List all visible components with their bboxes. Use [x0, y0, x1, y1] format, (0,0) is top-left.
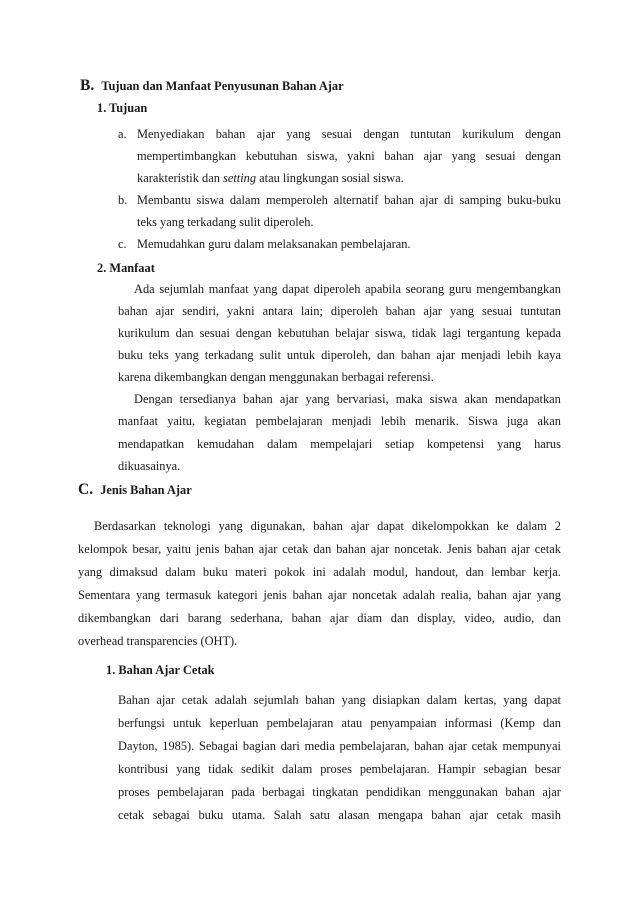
word: mendapatkan	[494, 392, 561, 406]
jenis-intro-line-2	[78, 541, 561, 557]
word: yaitu,	[167, 414, 196, 428]
word: lagi	[442, 326, 462, 340]
bahan-ajar-cetak-heading: 1. Bahan Ajar Cetak	[106, 663, 215, 677]
word: setiap	[385, 437, 415, 451]
word: Hampir	[437, 762, 476, 776]
word: siswa	[196, 193, 225, 207]
word: yang	[503, 693, 528, 707]
word: Salah	[273, 808, 302, 822]
word: yakni	[227, 304, 255, 318]
word: Ada	[134, 282, 155, 296]
word: kepada	[525, 326, 561, 340]
word: bagian	[242, 739, 276, 753]
word: sejumlah	[159, 282, 205, 296]
word: bahan	[505, 785, 535, 799]
word: dan	[543, 611, 561, 625]
word: sesuai	[485, 149, 516, 163]
word: tersedianya	[179, 392, 237, 406]
word: yang	[449, 304, 475, 318]
word: dikembangkan	[78, 611, 151, 625]
word: sesuai	[199, 326, 230, 340]
item-a-marker: a.	[118, 127, 127, 141]
word: mendapatkan	[118, 437, 185, 451]
word: sedikit	[241, 762, 275, 776]
word: Menyediakan	[137, 127, 205, 141]
word: diam	[357, 611, 383, 625]
cetak-line-6	[118, 807, 561, 823]
word: pokok	[274, 565, 306, 579]
word: dalam	[165, 565, 196, 579]
word: dikelompokkan	[411, 519, 490, 533]
word: bervariasi,	[336, 392, 389, 406]
jenis-intro-line-3	[78, 564, 561, 580]
word: ajar	[327, 588, 347, 602]
word: keperluan	[209, 716, 259, 730]
word: masih	[531, 808, 561, 822]
word: Dengan	[134, 392, 173, 406]
word: ajar	[436, 348, 455, 362]
word: maka	[395, 392, 423, 406]
word: ajar	[423, 304, 442, 318]
word: bahan	[118, 304, 148, 318]
item-a-line-3-pre: karakteristik dan	[137, 171, 224, 185]
word: sesuai	[321, 127, 353, 141]
word: dapat	[377, 519, 405, 533]
word: 1985).	[162, 739, 195, 753]
word: cetak	[118, 808, 145, 822]
word: bahan	[384, 193, 414, 207]
word: yang	[136, 588, 161, 602]
word: modul,	[373, 565, 408, 579]
word: mengembangkan	[476, 282, 561, 296]
word: menjadi	[331, 414, 372, 428]
word: dan	[543, 716, 561, 730]
jenis-intro-line-6: overhead transparencies (OHT).	[78, 634, 238, 648]
word: materi	[235, 565, 267, 579]
word: siswa,	[306, 149, 338, 163]
word: proses	[320, 762, 352, 776]
word: memperoleh	[265, 193, 328, 207]
word: bahan	[385, 304, 416, 318]
word: ajar	[448, 739, 467, 753]
word: manfaat	[118, 414, 158, 428]
word: dengan	[525, 127, 561, 141]
word: cetak	[496, 808, 523, 822]
word: pembelajaran,	[339, 739, 410, 753]
word: ajar	[258, 542, 278, 556]
word: kaya	[537, 348, 561, 362]
word: atau	[341, 716, 363, 730]
word: yang	[536, 588, 561, 602]
word: digunakan,	[250, 519, 306, 533]
manfaat-heading: 2. Manfaat	[97, 261, 155, 275]
cetak-line-5	[118, 784, 561, 800]
word: belajar	[335, 326, 370, 340]
word: barang	[187, 611, 222, 625]
word: juga	[506, 414, 529, 428]
jenis-intro-line-5	[78, 610, 561, 626]
word: sesuai	[482, 304, 513, 318]
manfaat-p1-line-4	[118, 347, 561, 363]
word: bahan	[414, 739, 444, 753]
word: Berdasarkan	[94, 519, 156, 533]
word: sendiri,	[182, 304, 220, 318]
word: ajar	[256, 127, 276, 141]
item-a-line-2	[137, 148, 561, 164]
word: akan	[464, 392, 488, 406]
word: untuk	[173, 716, 202, 730]
word: bahan	[291, 611, 322, 625]
word: pembelajaran	[157, 785, 224, 799]
word: tuntutan	[410, 127, 451, 141]
word: disiapkan	[372, 693, 421, 707]
word: yang	[218, 519, 243, 533]
word: menjadi	[460, 348, 501, 362]
word: sederhana,	[230, 611, 283, 625]
word: apabila	[365, 282, 401, 296]
word: manfaat	[208, 282, 249, 296]
word: di	[444, 193, 454, 207]
word: ajar	[370, 542, 390, 556]
word: utama.	[231, 808, 266, 822]
word: dari	[280, 739, 300, 753]
word: buku	[198, 808, 224, 822]
word: yakni	[347, 149, 375, 163]
word: antara	[262, 304, 293, 318]
word: jenis	[263, 588, 287, 602]
word: kontribusi	[118, 762, 169, 776]
word: tingkatan	[312, 785, 359, 799]
word: mempunyai	[502, 739, 561, 753]
word: samping	[459, 193, 502, 207]
word: Siswa	[467, 414, 498, 428]
word: yaitu	[166, 542, 191, 556]
word: dan	[313, 542, 332, 556]
cetak-line-4	[118, 761, 561, 777]
word: handout,	[415, 565, 459, 579]
word: kompetensi	[427, 437, 485, 451]
word: yang	[451, 149, 476, 163]
word: ajar	[329, 611, 349, 625]
word: ajar	[279, 392, 299, 406]
word: adalah	[214, 693, 248, 707]
word: ajar	[156, 693, 175, 707]
word: dalam	[267, 437, 298, 451]
word: lebih	[380, 414, 406, 428]
word: berbagai	[262, 785, 305, 799]
word: ini	[312, 565, 326, 579]
word: guru	[448, 282, 472, 296]
word: ajar	[511, 542, 530, 556]
word: display,	[417, 611, 456, 625]
word: ajar	[469, 808, 489, 822]
word: adalah	[333, 565, 366, 579]
word: (Kemp	[500, 716, 535, 730]
manfaat-p1-line-3	[118, 325, 561, 341]
word: bahan	[384, 149, 414, 163]
item-c-marker: c.	[118, 237, 127, 251]
manfaat-p1-line-1	[134, 281, 561, 297]
word: tidak	[208, 762, 234, 776]
word: alasan	[338, 808, 370, 822]
word: kertas,	[463, 693, 497, 707]
word: mempelajari	[310, 437, 373, 451]
word: ajar	[350, 519, 370, 533]
word: pembelajaran	[266, 716, 334, 730]
word: mempertimbangkan	[137, 149, 237, 163]
word: dimaksud	[109, 565, 158, 579]
word: dan	[390, 611, 409, 625]
word: akan	[537, 414, 561, 428]
section-c-title: Jenis Bahan Ajar	[100, 483, 192, 497]
word: dan	[376, 348, 395, 362]
word: yang	[286, 127, 311, 141]
word: bahan	[400, 348, 431, 362]
word: kegiatan	[204, 414, 247, 428]
word: dapat	[534, 693, 561, 707]
word: yang	[78, 565, 103, 579]
word: besar	[534, 762, 561, 776]
word: teknologi	[163, 519, 211, 533]
word: lain;	[300, 304, 323, 318]
section-b-heading	[80, 78, 344, 94]
word: diperoleh	[313, 282, 361, 296]
item-a-line-1	[137, 126, 561, 142]
word: video,	[464, 611, 495, 625]
tujuan-heading: 1. Tujuan	[97, 101, 148, 115]
word: teks	[148, 348, 169, 362]
word: termasuk	[165, 588, 212, 602]
word: yang	[253, 282, 278, 296]
word: noncetak	[352, 588, 397, 602]
word: mengapa	[377, 808, 423, 822]
manfaat-p2-line-1	[134, 391, 561, 407]
word: media	[304, 739, 335, 753]
word: dan	[465, 565, 484, 579]
manfaat-p2-line-2	[118, 413, 561, 429]
word: dan	[175, 326, 194, 340]
word: pembelajaran	[255, 414, 323, 428]
word: diperoleh	[330, 304, 378, 318]
word: menarik.	[414, 414, 459, 428]
word: dalam	[282, 762, 313, 776]
section-c-letter: C.	[78, 481, 94, 498]
word: dengan	[363, 127, 400, 141]
word: Sebagai	[198, 739, 239, 753]
word: kebutuhan	[277, 326, 330, 340]
word: berfungsi	[118, 716, 165, 730]
section-c-heading	[78, 482, 192, 498]
manfaat-p2-line-4: dikuasainya.	[118, 459, 181, 473]
word: menggunakan	[428, 785, 498, 799]
word: ke	[496, 519, 509, 533]
word: siswa,	[375, 326, 406, 340]
item-a-line-3-post: atau lingkungan sosial siswa.	[256, 171, 404, 185]
word: sejumlah	[253, 693, 299, 707]
word: penyampaian	[370, 716, 437, 730]
word: dari	[159, 611, 179, 625]
word: yang	[497, 437, 522, 451]
word: jenis	[195, 542, 220, 556]
word: harus	[534, 437, 561, 451]
word: dengan	[235, 326, 272, 340]
word: bahan	[305, 693, 335, 707]
word: yang	[176, 762, 201, 776]
word: bahan	[476, 542, 507, 556]
word: cetak	[282, 542, 309, 556]
word: Bahan	[118, 693, 150, 707]
word: pendidikan	[365, 785, 421, 799]
word: yang	[305, 392, 330, 406]
word: bahan	[224, 542, 254, 556]
word: yang	[341, 693, 366, 707]
word: dengan	[525, 149, 561, 163]
word: ajar	[542, 785, 561, 799]
word: kurikulum	[462, 127, 514, 141]
word: sebagai	[152, 808, 190, 822]
word: proses	[118, 785, 150, 799]
word: alternatif	[333, 193, 379, 207]
item-b-line-2: teks yang terkadang sulit diperoleh.	[137, 215, 314, 229]
word: realia,	[440, 588, 472, 602]
word: kurikulum	[118, 326, 170, 340]
word: ajar	[419, 193, 439, 207]
manfaat-p1-line-2	[118, 303, 561, 319]
word: ajar	[155, 304, 175, 318]
word: dalam	[229, 193, 261, 207]
word: besar,	[132, 542, 162, 556]
word: tergantung	[467, 326, 520, 340]
word: bahan	[292, 588, 323, 602]
word: satu	[309, 808, 330, 822]
word: yang	[174, 348, 199, 362]
word: lembar	[491, 565, 526, 579]
word: Dayton,	[118, 739, 158, 753]
word: ajar	[512, 588, 532, 602]
word: buku	[202, 565, 228, 579]
item-a-line-3	[137, 170, 404, 186]
item-c-line-1: Memudahkan guru dalam melaksanakan pembelajaran.	[137, 237, 411, 251]
word: lebih	[506, 348, 532, 362]
word: kemudahan	[197, 437, 255, 451]
word: kerja.	[532, 565, 561, 579]
word: informasi	[444, 716, 493, 730]
word: siswa	[429, 392, 458, 406]
word: buku	[118, 348, 143, 362]
cetak-line-1	[118, 692, 561, 708]
manfaat-p1-line-5: karena dikembangkan dengan menggunakan berbagai referensi.	[118, 370, 434, 384]
word: cetak	[534, 542, 561, 556]
jenis-intro-line-1	[94, 518, 561, 534]
section-b-title: Tujuan dan Manfaat Penyusunan Bahan Ajar	[101, 79, 344, 93]
word: untuk	[286, 348, 316, 362]
setting-term: setting	[223, 171, 257, 185]
word: cetak	[471, 739, 498, 753]
word: bahan	[313, 519, 343, 533]
word: Jenis	[447, 542, 472, 556]
section-b-letter: B.	[80, 77, 95, 94]
cetak-line-2	[118, 715, 561, 731]
item-b-marker: b.	[118, 193, 128, 207]
word: kelompok	[78, 542, 128, 556]
word: tuntutan	[520, 304, 561, 318]
word: kategori	[217, 588, 258, 602]
word: buku-buku	[507, 193, 561, 207]
word: pembelajaran.	[359, 762, 430, 776]
word: sebagian	[483, 762, 527, 776]
word: bahan	[243, 392, 273, 406]
jenis-intro-line-4	[78, 587, 561, 603]
word: diperoleh,	[321, 348, 371, 362]
word: seorang	[405, 282, 445, 296]
cetak-line-3	[118, 738, 561, 754]
word: adalah	[402, 588, 436, 602]
word: audio,	[503, 611, 535, 625]
word: terkadang	[204, 348, 254, 362]
word: 2	[554, 519, 561, 533]
manfaat-p2-line-3	[118, 436, 561, 452]
word: Sementara	[78, 588, 131, 602]
word: pada	[231, 785, 255, 799]
word: dalam	[426, 693, 458, 707]
word: kebutuhan	[245, 149, 298, 163]
word: Membantu	[137, 193, 191, 207]
word: bahan	[431, 808, 461, 822]
word: cetak	[181, 693, 208, 707]
word: bahan	[215, 127, 246, 141]
word: noncetak.	[394, 542, 443, 556]
word: dalam	[516, 519, 547, 533]
word: bahan	[477, 588, 507, 602]
word: bahan	[336, 542, 366, 556]
word: tidak	[411, 326, 437, 340]
item-b-line-1	[137, 192, 561, 208]
word: dapat	[282, 282, 309, 296]
word: sulit	[259, 348, 281, 362]
word: ajar	[423, 149, 443, 163]
